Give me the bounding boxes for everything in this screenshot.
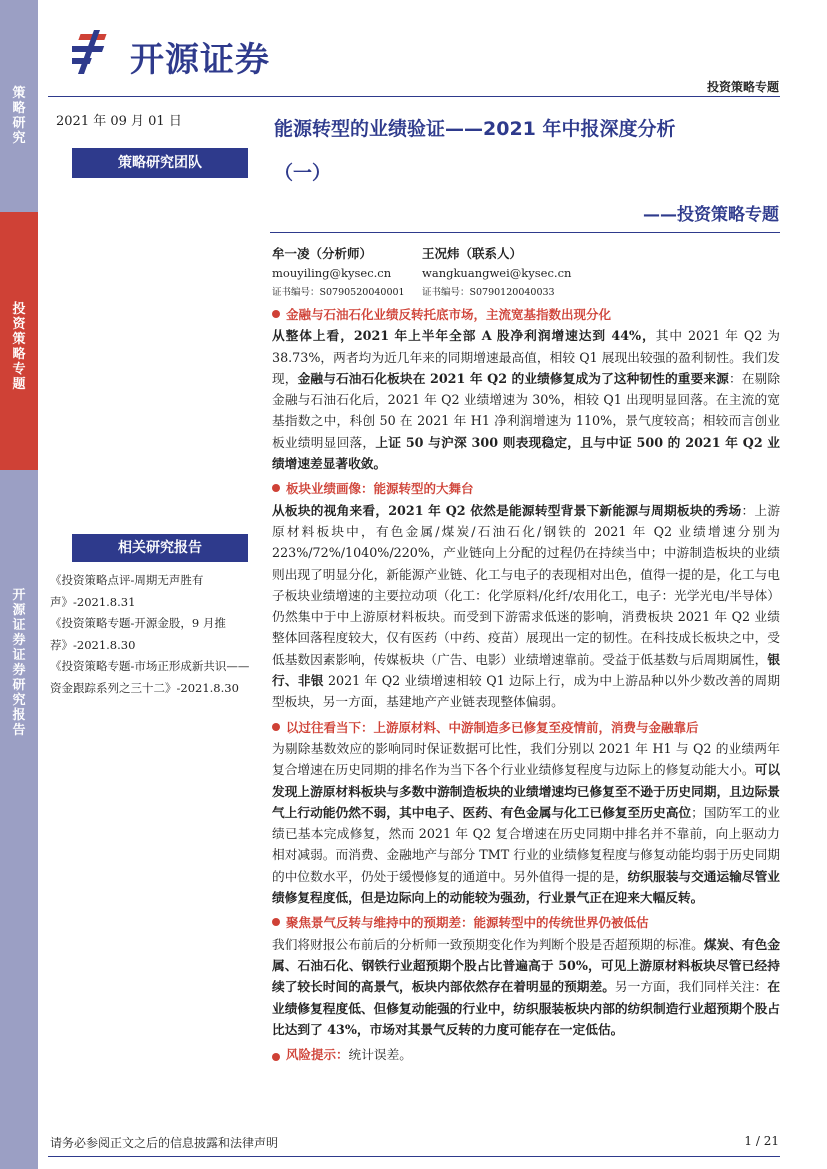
report-summary: [272, 304, 780, 1065]
author-email[interactable]: wangkuangwei@kysec.cn: [422, 266, 572, 280]
related-reports-label: 相关研究报告: [72, 534, 248, 562]
section-heading: 板块业绩画像：能源转型的大舞台: [272, 478, 780, 499]
author-cert: 证书编号：S0790520040001: [272, 287, 405, 298]
risk-text: 统计误差。: [348, 1047, 412, 1063]
section-paragraph: 从板块的视角来看，2021 年 Q2 依然是能源转型背景下新能源与周期板块的秀场：上游原材料板块中，有色金属/煤炭/石油石化/钢铁的 2021 年 Q2 业绩增速分别为 223%/72%/1040%/220%，产业链向上分配的过程仍在持续当中；中游制造板块的业绩则出现了明显分化，新能源产业链、化工与电子的表现相对出色，值得一提的是，化工与电子板块业绩增速的主要拉动项（化工：化学原料/化纤/农用化工，电子：光学光电/半导体）仍然集中于中上游原材料板块。而受到下游需求低迷的影响，消费板块 2021 年 Q2 业绩整体回落程度较大，仅有医药（中药、疫苗）展现出一定的韧性。在科技成长板块之中，受低基数因素影响，传媒板块（广告、电影）业绩增速靠前。受益于低基数与后周期属性，银行、非银 2021 年 Q2 业绩增速相较 Q1 边际上行，成为中上游品种以外少数改善的周期型板块，另一方面，基建地产产业链表现整体偏弱。: [272, 502, 781, 710]
report-date: 2021 年 09 月 01 日: [56, 114, 182, 129]
section-heading: 金融与石油石化业绩反转托底市场，主流宽基指数出现分化: [272, 304, 780, 325]
author-name: 牟一凌（分析师）: [272, 246, 373, 261]
related-report-item[interactable]: 《投资策略点评-周期无声胜有声》-2021.8.31: [50, 573, 204, 609]
related-reports-list: [50, 570, 260, 699]
risk-label: 风险提示：: [272, 1047, 349, 1062]
footer-disclaimer: 请务必参阅正文之后的信息披露和法律声明: [50, 1136, 279, 1150]
section-paragraph: 从整体上看，2021 年上半年全部 A 股净利润增速达到 44%，其中 2021 年 Q2 为 38.73%，两者均为近几年来的同期增速最高值，相较 Q1 展现出较强的盈利韧性。我们发现，金融与石油石化板块在 2021 年 Q2 的业绩修复成为了这种韧性的重要来源：在剔除金融与石油石化后，2021 年 Q2 业绩增速为 30%，相较 Q1 出现明显回落。在主流的宽基指数之中，科创 50 在 2021 年 H1 净利润增速为 110%，景气度较高；相较而言创业板业绩明显回落，上证 50 与沪深 300 则表现稳定，且与中证 500 的 2021 年 Q2 业绩增速差显著收敛。: [272, 328, 781, 472]
logo-text: 开源证券: [130, 40, 270, 80]
related-report-item[interactable]: 《投资策略专题-市场正形成新共识——资金跟踪系列之三十二》-2021.8.30: [50, 659, 250, 695]
footer-divider: [48, 1156, 780, 1157]
section-heading: 以过往看当下：上游原材料、中游制造多已修复至疫情前，消费与金融靠后: [272, 717, 780, 738]
author-email[interactable]: mouyiling@kysec.cn: [272, 266, 392, 280]
section-heading: 聚焦景气反转与维持中的预期差：能源转型中的传统世界仍被低估: [272, 912, 780, 933]
logo-mark-icon: [72, 30, 122, 74]
section-paragraph: 我们将财报公布前后的分析师一致预期变化作为判断个股是否超预期的标准。煤炭、有色金属、石油石化、钢铁行业超预期个股占比普遍高于 50%，可见上游原材料板块尽管已经持续了较长时间的高景气，板块内部依然存在着明显的预期差。另一方面，我们同样关注：在业绩修复程度低、但修复动能强的行业中，纺织服装板块内部的纺织制造行业超预期个股占比达到了 43%，市场对其景气反转的力度可能存在一定低估。: [272, 936, 781, 1037]
author-cert: 证书编号：S0790120040033: [422, 287, 555, 298]
author-contact: [422, 244, 571, 298]
doc-type-label: 投资策略专题: [706, 80, 779, 94]
related-report-item[interactable]: 《投资策略专题-开源金股，9 月推荐》-2021.8.30: [50, 616, 226, 652]
risk-warning: [272, 1044, 780, 1065]
report-title-line2: （一）: [274, 162, 332, 184]
team-label: 策略研究团队: [72, 148, 248, 178]
report-subtitle: ——投资策略专题: [643, 205, 779, 225]
side-tab-report-type: 投 资 策 略 专 题: [0, 212, 38, 470]
page-number: 1 / 21: [744, 1134, 779, 1148]
report-title: 能源转型的业绩验证——2021 年中报深度分析: [274, 118, 676, 140]
side-tab-company: 开 源 证 券 证 券 研 究 报 告: [0, 470, 38, 1169]
author-analyst: [272, 244, 405, 298]
header-divider: [48, 96, 780, 97]
section-paragraph: 为剔除基数效应的影响同时保证数据可比性，我们分别以 2021 年 H1 与 Q2 的业绩两年复合增速在历史同期的排名作为当下各个行业业绩修复程度与边际上的修复动能大小。可以发现上游原材料板块与多数中游制造板块的业绩增速均已修复至不逊于历史同期，且边际景气上行动能仍然不弱，其中电子、医药、有色金属与化工已修复至历史高位；国防军工的业绩已基本完成修复，然而 2021 年 Q2 复合增速在历史同期中排名并不靠前，向上驱动力相对减弱。而消费、金融地产与部分 TMT 行业的业绩修复程度与修复动能均弱于历史同期的中位数水平，仍处于缓慢修复的通道中。另外值得一提的是，纺织服装与交通运输尽管业绩修复程度低，但是边际向上的动能较为强劲，行业景气正在迎来大幅反转。: [272, 740, 781, 906]
company-logo: [72, 28, 332, 80]
subtitle-divider: [270, 232, 780, 233]
author-name: 王况炜（联系人）: [422, 246, 523, 261]
side-tab-category: 策 略 研 究: [0, 0, 38, 212]
